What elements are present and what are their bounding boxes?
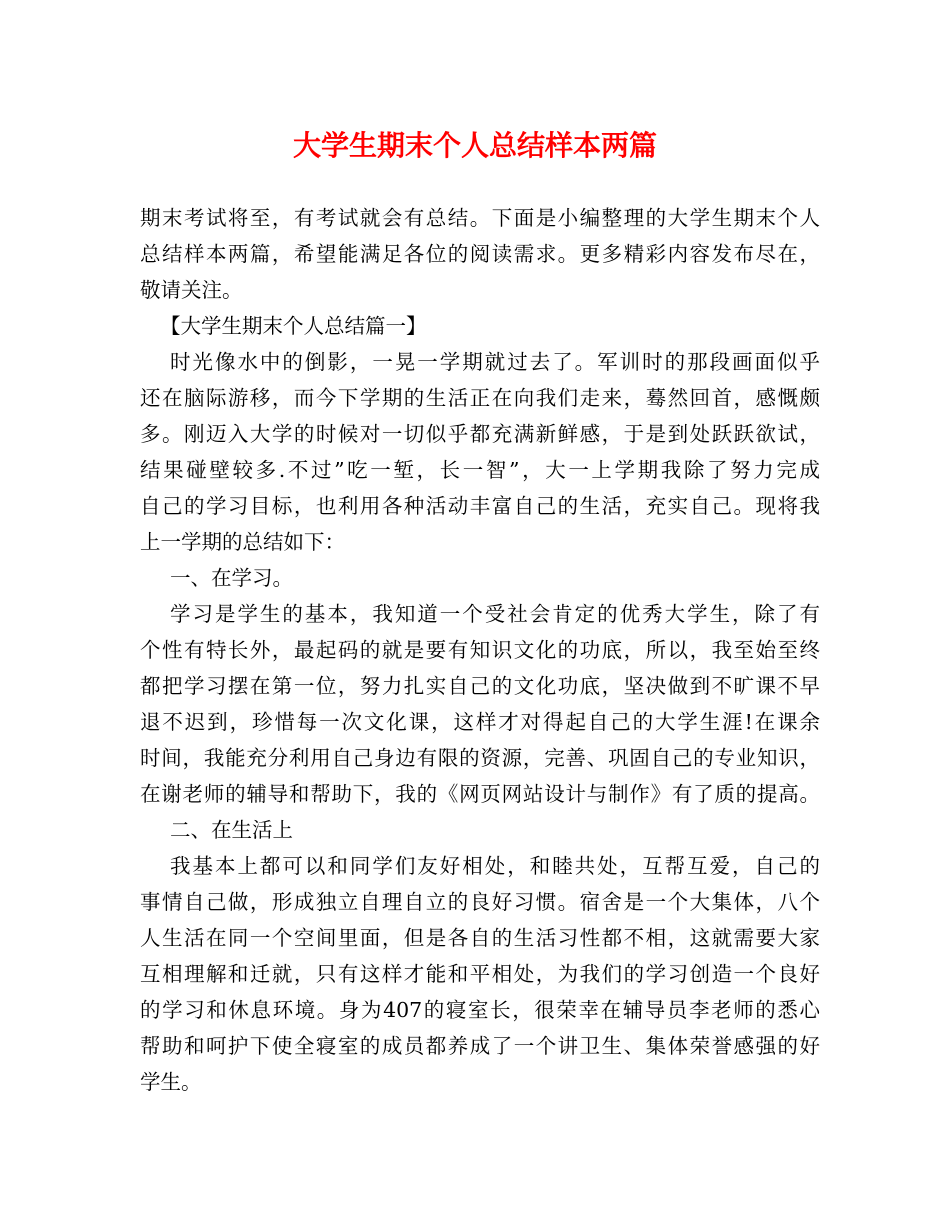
paragraph-line: 时光像水中的倒影，一晃一学期就过去了。军训时的那段画面似乎	[170, 350, 820, 374]
paragraph-line: 结果碰壁较多.不过”吃一堑，长一智”，大一上学期我除了努力完成	[140, 458, 820, 482]
paragraph-line: 互相理解和迁就，只有这样才能和平相处，为我们的学习创造一个良好	[140, 962, 820, 986]
paragraph-line: 学生。	[140, 1070, 202, 1094]
section-heading: 二、在生活上	[170, 818, 293, 842]
paragraph-line: 自己的学习目标，也利用各种活动丰富自己的生活，充实自己。现将我	[140, 494, 820, 518]
document-body	[140, 200, 820, 1100]
paragraph-line: 在谢老师的辅导和帮助下，我的《网页网站设计与制作》有了质的提高。	[140, 782, 820, 806]
paragraph-line: 敬请关注。	[140, 278, 243, 302]
paragraph-line: 学习是学生的基本，我知道一个受社会肯定的优秀大学生，除了有	[170, 602, 820, 626]
paragraph-line: 多。刚迈入大学的时候对一切似乎都充满新鲜感，于是到处跃跃欲试，	[140, 422, 820, 446]
paragraph-line: 上一学期的总结如下：	[140, 530, 345, 554]
paragraph-line: 退不迟到，珍惜每一次文化课，这样才对得起自己的大学生涯!在课余	[140, 710, 820, 734]
paragraph-line: 的学习和休息环境。身为407的寝室长，很荣幸在辅导员李老师的悉心	[140, 998, 820, 1022]
document-title: 大学生期末个人总结样本两篇	[292, 129, 657, 162]
paragraph-line: 我基本上都可以和同学们友好相处，和睦共处，互帮互爱，自己的	[170, 854, 820, 878]
section-heading: 一、在学习。	[170, 566, 293, 590]
paragraph-line: 总结样本两篇，希望能满足各位的阅读需求。更多精彩内容发布尽在，	[140, 242, 820, 266]
paragraph-line: 帮助和呵护下使全寝室的成员都养成了一个讲卫生、集体荣誉感强的好	[140, 1034, 820, 1058]
paragraph-line: 还在脑际游移，而今下学期的生活正在向我们走来，蓦然回首，感慨颇	[140, 386, 820, 410]
paragraph-line: 事情自己做，形成独立自理自立的良好习惯。宿舍是一个大集体，八个	[140, 890, 820, 914]
paragraph-line: 时间，我能充分利用自己身边有限的资源，完善、巩固自己的专业知识，	[140, 746, 820, 770]
paragraph-line: 期末考试将至，有考试就会有总结。下面是小编整理的大学生期末个人	[140, 206, 820, 230]
section-heading: 【大学生期末个人总结篇一】	[160, 314, 427, 338]
paragraph-line: 都把学习摆在第一位，努力扎实自己的文化功底，坚决做到不旷课不早	[140, 674, 820, 698]
paragraph-line: 人生活在同一个空间里面，但是各自的生活习性都不相，这就需要大家	[140, 926, 820, 950]
paragraph-line: 个性有特长外，最起码的就是要有知识文化的功底，所以，我至始至终	[140, 638, 820, 662]
